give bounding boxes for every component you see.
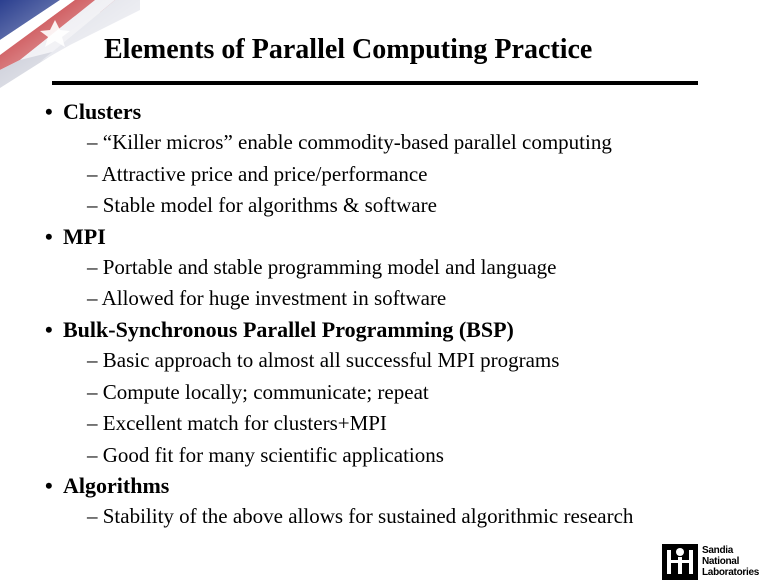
sandia-logo [662,544,758,582]
bullet-dot: • [45,223,53,249]
sub-bullet: – Compute locally; communicate; repeat [87,379,429,404]
bullet-heading [45,97,755,127]
sub-bullet: – Allowed for huge investment in software [87,286,447,311]
bullet-heading [45,315,755,345]
bullet-heading-text: MPI [63,223,106,249]
sub-bullet: – “Killer micros” enable commodity-based parallel computing [87,130,612,154]
bullet-list [45,97,755,533]
sub-bullet: – Good fit for many scientific applications [87,442,444,467]
title-rule [52,81,698,85]
bullet-dot: • [45,473,53,499]
sub-bullet: – Portable and stable programming model and language [87,254,557,279]
bullet-heading [45,471,755,501]
bullet-heading [45,222,755,252]
bullet-heading-text: Clusters [63,99,142,124]
bullet-heading-text: Bulk-Synchronous Parallel Programming (BSP) [63,316,514,342]
bullet-dot: • [45,316,53,342]
sandia-logo-icon [662,544,698,580]
sub-bullet: – Excellent match for clusters+MPI [87,411,387,436]
bullet-dot: • [45,99,53,124]
sub-bullet: – Stability of the above allows for sustained algorithmic research [87,504,634,529]
slide-title: Elements of Parallel Computing Practice [104,34,593,65]
bullet-heading-text: Algorithms [63,473,170,499]
sub-bullet: – Attractive price and price/performance [87,161,428,186]
sub-bullet: – Basic approach to almost all successful MPI programs [87,347,560,372]
sub-bullet: – Stable model for algorithms & software [87,193,437,218]
sandia-logo-text: Sandia National Laboratories [702,545,759,578]
